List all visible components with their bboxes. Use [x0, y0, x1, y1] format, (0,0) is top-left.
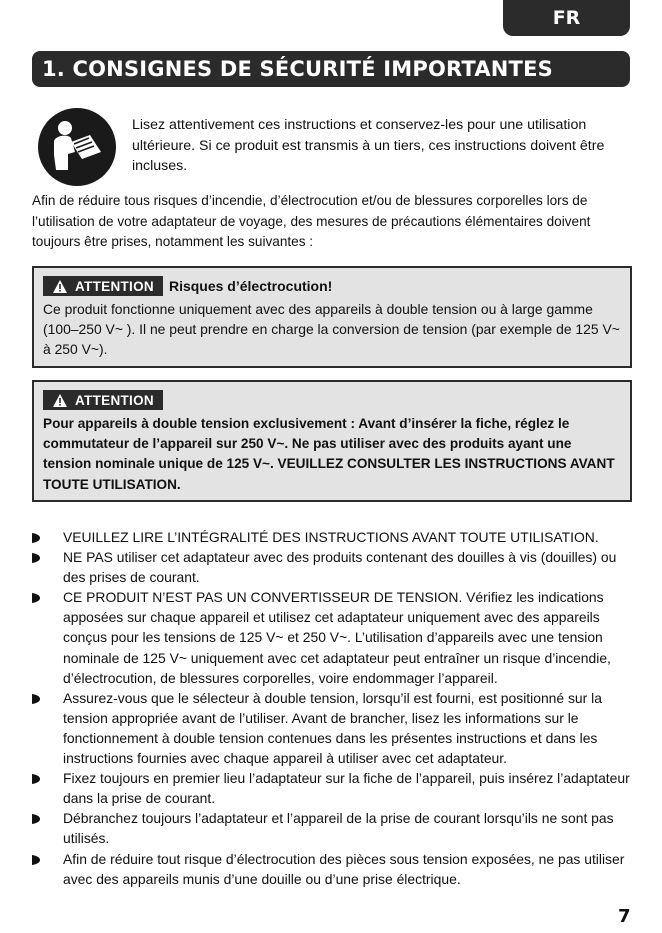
- list-item: [32, 849, 632, 889]
- list-item-text: Assurez-vous que le sélecteur à double tension, lorsqu’il est fourni, est positionné sur la tension appropriée avant de l’utiliser. Avant de brancher, lisez les informations sur le fonctionnement à double tension contenues dans les présentes instructions et dans les instructions fournies avec chaque appareil à utiliser avec cet adaptateur.: [63, 689, 602, 767]
- bullet-icon: [32, 694, 40, 704]
- language-tab: FR: [503, 0, 630, 36]
- list-item: [32, 547, 632, 587]
- attention-badge: [43, 276, 163, 296]
- bullet-icon: [32, 553, 40, 563]
- list-item-text: VEUILLEZ LIRE L’INTÉGRALITÉ DES INSTRUCTIONS AVANT TOUTE UTILISATION.: [63, 529, 599, 545]
- warning-triangle-icon: [53, 280, 67, 293]
- list-item-text: CE PRODUIT N’EST PAS UN CONVERTISSEUR DE TENSION. Vérifiez les indications apposées sur chaque appareil et utilisez cet adaptateur uniquement avec des appareils conçus pour les tensions de 125 V~ et 250 V~. L’utilisation d’appareils avec une tension nominale de 125 V~ uniquement avec cet adaptateur peut entraîner un risque d’incendie, d’électrocution, de blessures corporelles, voire endommager l’appareil.: [63, 589, 611, 686]
- attention-label: ATTENTION: [75, 278, 154, 294]
- warning-title: Risques d’électrocution!: [168, 278, 333, 294]
- list-item: [32, 808, 632, 848]
- warning-body: Ce produit fonctionne uniquement avec des appareils à double tension ou à large gamme (100–250 V~ ). Il ne peut prendre en charge la conversion de tension (par exemple de 125 V~ à 250 V~).: [43, 301, 620, 358]
- bullet-icon: [32, 533, 40, 543]
- list-item-text: Afin de réduire tout risque d’électrocution des pièces sous tension exposées, ne pas utiliser avec des appareils munis d’une douille ou d’une prise électrique.: [63, 850, 625, 887]
- list-item-text: NE PAS utiliser cet adaptateur avec des produits contenant des douilles à vis (douilles) ou des prises de courant.: [63, 549, 617, 586]
- read-manual-icon: [38, 108, 116, 186]
- list-item-text: Fixez toujours en premier lieu l’adaptateur sur la fiche de l’appareil, puis insérez l’adaptateur dans la prise de courant.: [63, 770, 630, 807]
- warning-triangle-icon: [53, 394, 67, 407]
- attention-label: ATTENTION: [75, 392, 154, 408]
- list-item: [32, 587, 632, 687]
- bullet-icon: [32, 593, 40, 603]
- warning-box-electrocution: [32, 266, 632, 368]
- list-item: [32, 527, 632, 547]
- bullet-icon: [32, 855, 40, 865]
- bullet-icon: [32, 774, 40, 784]
- lead-paragraph: Afin de réduire tous risques d’incendie, d’électrocution et/ou de blessures corporelles lors de l’utilisation de votre adaptateur de voyage, des mesures de précautions élémentaires doivent toujours être prises, notamment les suivantes :: [32, 193, 591, 249]
- page-number: 7: [618, 906, 631, 927]
- intro-text: Lisez attentivement ces instructions et conservez-les pour une utilisation ultérieure. Si ce produit est transmis à un tiers, ces instructions doivent être incluses.: [132, 117, 605, 174]
- warning-body: Pour appareils à double tension exclusivement : Avant d’insérer la fiche, réglez le commutateur de l’appareil sur 250 V~. Ne pas utiliser avec des produits ayant une tension nominale unique de 125 V~. VEUILLEZ CONSULTER LES INSTRUCTIONS AVANT TOUTE UTILISATION.: [43, 416, 615, 492]
- list-item-text: Débranchez toujours l’adaptateur et l’appareil de la prise de courant lorsqu’ils ne sont pas utilisés.: [63, 810, 614, 847]
- list-item: [32, 688, 632, 768]
- list-item: [32, 768, 632, 808]
- bullet-icon: [32, 814, 40, 824]
- section-title: 1. CONSIGNES DE SÉCURITÉ IMPORTANTES: [32, 51, 630, 87]
- safety-instructions-list: [32, 527, 632, 889]
- attention-badge: [43, 390, 163, 410]
- warning-box-dual-voltage: [32, 380, 632, 502]
